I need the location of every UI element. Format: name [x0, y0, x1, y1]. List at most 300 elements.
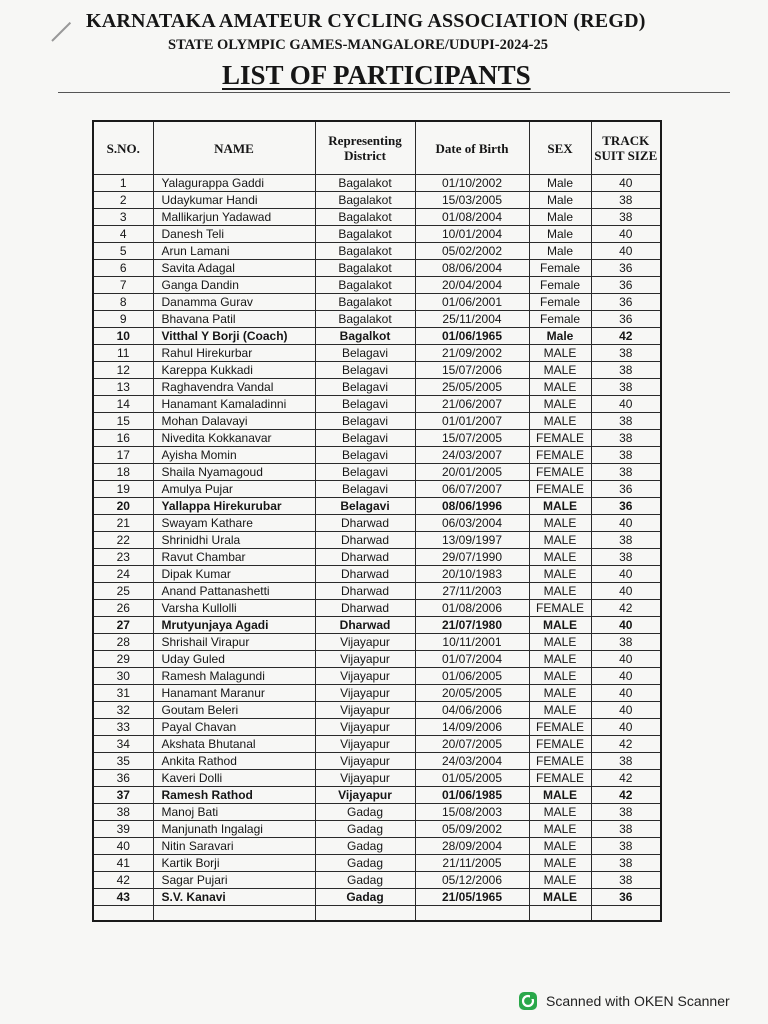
- table-row: [93, 209, 661, 226]
- cell-district: Belagavi: [315, 413, 415, 430]
- cell-sex: MALE: [529, 345, 591, 362]
- cell-district: Vijayapur: [315, 634, 415, 651]
- cell-name: Raghavendra Vandal: [153, 379, 315, 396]
- table-row: [93, 855, 661, 872]
- table-row: [93, 532, 661, 549]
- cell-sex: MALE: [529, 617, 591, 634]
- cell-district: Belagavi: [315, 379, 415, 396]
- scanner-text: Scanned with OKEN Scanner: [546, 993, 730, 1009]
- cell-district: Dharwad: [315, 583, 415, 600]
- cell-sex: MALE: [529, 515, 591, 532]
- cell-name: Bhavana Patil: [153, 311, 315, 328]
- cell-sno: 12: [93, 362, 153, 379]
- cell-name: Goutam Beleri: [153, 702, 315, 719]
- table-row: [93, 702, 661, 719]
- table-row: [93, 192, 661, 209]
- cell-name: Kartik Borji: [153, 855, 315, 872]
- cell-district: Dharwad: [315, 566, 415, 583]
- cell-sex: Male: [529, 192, 591, 209]
- cell-district: Bagalakot: [315, 192, 415, 209]
- cell-sno: 17: [93, 447, 153, 464]
- cell-size: 38: [591, 872, 661, 889]
- cell-size: 40: [591, 719, 661, 736]
- cell-district: Vijayapur: [315, 753, 415, 770]
- organization-name: KARNATAKA AMATEUR CYCLING ASSOCIATION (REGD): [86, 10, 646, 32]
- cell-size: 36: [591, 294, 661, 311]
- cell-dob: 25/05/2005: [415, 379, 529, 396]
- cell-size: 40: [591, 583, 661, 600]
- cell-sex: Male: [529, 328, 591, 345]
- cell-size: 38: [591, 855, 661, 872]
- table-row: [93, 617, 661, 634]
- cell-district: Vijayapur: [315, 787, 415, 804]
- cell-sex: MALE: [529, 498, 591, 515]
- cell-dob: 21/06/2007: [415, 396, 529, 413]
- cell-district: Gadag: [315, 855, 415, 872]
- cell-name: Yalagurappa Gaddi: [153, 175, 315, 192]
- table-row: [93, 175, 661, 192]
- cell-dob: 08/06/2004: [415, 260, 529, 277]
- cell-size: 38: [591, 192, 661, 209]
- cell-sex: Male: [529, 226, 591, 243]
- cell-size: 42: [591, 736, 661, 753]
- cell-sno: 37: [93, 787, 153, 804]
- empty-cell: [93, 906, 153, 922]
- empty-cell: [415, 906, 529, 922]
- cell-sex: MALE: [529, 396, 591, 413]
- table-row: [93, 651, 661, 668]
- cell-sno: 28: [93, 634, 153, 651]
- cell-dob: 01/06/1965: [415, 328, 529, 345]
- cell-name: Mohan Dalavayi: [153, 413, 315, 430]
- cell-sno: 33: [93, 719, 153, 736]
- cell-dob: 01/05/2005: [415, 770, 529, 787]
- table-row: [93, 634, 661, 651]
- cell-district: Vijayapur: [315, 651, 415, 668]
- cell-name: Ravut Chambar: [153, 549, 315, 566]
- cell-dob: 10/01/2004: [415, 226, 529, 243]
- cell-sno: 6: [93, 260, 153, 277]
- cell-sno: 43: [93, 889, 153, 906]
- cell-district: Belagavi: [315, 345, 415, 362]
- cell-size: 38: [591, 447, 661, 464]
- cell-district: Vijayapur: [315, 719, 415, 736]
- cell-size: 38: [591, 532, 661, 549]
- cell-size: 38: [591, 549, 661, 566]
- cell-dob: 25/11/2004: [415, 311, 529, 328]
- cell-size: 40: [591, 617, 661, 634]
- cell-size: 40: [591, 668, 661, 685]
- cell-name: Payal Chavan: [153, 719, 315, 736]
- cell-size: 40: [591, 226, 661, 243]
- cell-sex: FEMALE: [529, 719, 591, 736]
- table-row: [93, 753, 661, 770]
- cell-sno: 24: [93, 566, 153, 583]
- cell-size: 38: [591, 209, 661, 226]
- cell-district: Belagavi: [315, 464, 415, 481]
- cell-sno: 3: [93, 209, 153, 226]
- cell-district: Belagavi: [315, 498, 415, 515]
- cell-sex: MALE: [529, 549, 591, 566]
- cell-sno: 18: [93, 464, 153, 481]
- cell-district: Bagalakot: [315, 260, 415, 277]
- cell-name: Hanamant Maranur: [153, 685, 315, 702]
- cell-dob: 15/07/2005: [415, 430, 529, 447]
- cell-sno: 10: [93, 328, 153, 345]
- cell-sno: 21: [93, 515, 153, 532]
- table-row: [93, 430, 661, 447]
- cell-size: 38: [591, 413, 661, 430]
- cell-dob: 20/05/2005: [415, 685, 529, 702]
- cell-size: 38: [591, 345, 661, 362]
- table-row: [93, 566, 661, 583]
- column-header-sno: S.NO.: [93, 121, 153, 175]
- table-header-row: [93, 121, 661, 175]
- table-row: [93, 243, 661, 260]
- cell-district: Belagavi: [315, 430, 415, 447]
- cell-name: Varsha Kullolli: [153, 600, 315, 617]
- cell-name: Akshata Bhutanal: [153, 736, 315, 753]
- cell-sno: 42: [93, 872, 153, 889]
- cell-district: Gadag: [315, 872, 415, 889]
- cell-sex: FEMALE: [529, 430, 591, 447]
- table-row: [93, 328, 661, 345]
- cell-name: Savita Adagal: [153, 260, 315, 277]
- cell-size: 40: [591, 685, 661, 702]
- cell-sex: Male: [529, 175, 591, 192]
- cell-sno: 7: [93, 277, 153, 294]
- cell-name: Shrishail Virapur: [153, 634, 315, 651]
- table-row: [93, 889, 661, 906]
- cell-dob: 04/06/2006: [415, 702, 529, 719]
- cell-name: Udaykumar Handi: [153, 192, 315, 209]
- cell-dob: 10/11/2001: [415, 634, 529, 651]
- cell-sno: 22: [93, 532, 153, 549]
- cell-district: Gadag: [315, 821, 415, 838]
- table-row: [93, 668, 661, 685]
- page-title: LIST OF PARTICIPANTS: [222, 60, 531, 90]
- cell-district: Belagavi: [315, 362, 415, 379]
- cell-sno: 40: [93, 838, 153, 855]
- cell-sex: FEMALE: [529, 770, 591, 787]
- cell-dob: 20/10/1983: [415, 566, 529, 583]
- cell-district: Bagalakot: [315, 294, 415, 311]
- cell-name: Ganga Dandin: [153, 277, 315, 294]
- cell-size: 38: [591, 430, 661, 447]
- cell-sex: Female: [529, 277, 591, 294]
- cell-sex: FEMALE: [529, 600, 591, 617]
- cell-sex: MALE: [529, 685, 591, 702]
- cell-dob: 01/08/2006: [415, 600, 529, 617]
- cell-dob: 28/09/2004: [415, 838, 529, 855]
- pen-mark: [51, 22, 71, 42]
- table-row: [93, 294, 661, 311]
- cell-sex: MALE: [529, 566, 591, 583]
- cell-sno: 41: [93, 855, 153, 872]
- scanner-watermark: [518, 990, 730, 1012]
- cell-name: Nitin Saravari: [153, 838, 315, 855]
- cell-sno: 8: [93, 294, 153, 311]
- cell-sno: 4: [93, 226, 153, 243]
- table-row: [93, 787, 661, 804]
- table-row: [93, 311, 661, 328]
- cell-name: Nivedita Kokkanavar: [153, 430, 315, 447]
- cell-district: Bagalkot: [315, 328, 415, 345]
- cell-sex: MALE: [529, 702, 591, 719]
- cell-district: Vijayapur: [315, 668, 415, 685]
- table-row: [93, 362, 661, 379]
- cell-district: Gadag: [315, 804, 415, 821]
- cell-size: 40: [591, 175, 661, 192]
- cell-sno: 27: [93, 617, 153, 634]
- cell-name: Shaila Nyamagoud: [153, 464, 315, 481]
- column-header-name: NAME: [153, 121, 315, 175]
- table-row: [93, 498, 661, 515]
- cell-sex: MALE: [529, 872, 591, 889]
- cell-name: Mallikarjun Yadawad: [153, 209, 315, 226]
- cell-district: Belagavi: [315, 481, 415, 498]
- cell-district: Belagavi: [315, 447, 415, 464]
- cell-dob: 27/11/2003: [415, 583, 529, 600]
- cell-dob: 15/07/2006: [415, 362, 529, 379]
- cell-size: 38: [591, 804, 661, 821]
- cell-district: Bagalakot: [315, 226, 415, 243]
- event-name: STATE OLYMPIC GAMES-MANGALORE/UDUPI-2024-25: [168, 37, 548, 53]
- cell-district: Dharwad: [315, 515, 415, 532]
- cell-sex: MALE: [529, 651, 591, 668]
- cell-sno: 16: [93, 430, 153, 447]
- column-header-size: TRACK SUIT SIZE: [591, 121, 661, 175]
- cell-sno: 11: [93, 345, 153, 362]
- cell-dob: 06/03/2004: [415, 515, 529, 532]
- cell-name: Swayam Kathare: [153, 515, 315, 532]
- cell-sno: 19: [93, 481, 153, 498]
- cell-dob: 21/11/2005: [415, 855, 529, 872]
- cell-dob: 14/09/2006: [415, 719, 529, 736]
- cell-dob: 24/03/2004: [415, 753, 529, 770]
- cell-dob: 20/01/2005: [415, 464, 529, 481]
- cell-size: 36: [591, 889, 661, 906]
- cell-sno: 31: [93, 685, 153, 702]
- cell-sex: MALE: [529, 804, 591, 821]
- cell-district: Belagavi: [315, 396, 415, 413]
- cell-sex: MALE: [529, 379, 591, 396]
- cell-sex: FEMALE: [529, 481, 591, 498]
- cell-size: 40: [591, 243, 661, 260]
- cell-size: 38: [591, 464, 661, 481]
- cell-size: 40: [591, 396, 661, 413]
- cell-sex: MALE: [529, 583, 591, 600]
- table-row: [93, 277, 661, 294]
- cell-sno: 23: [93, 549, 153, 566]
- table-row: [93, 515, 661, 532]
- cell-size: 40: [591, 566, 661, 583]
- table-row: [93, 821, 661, 838]
- cell-name: Ayisha Momin: [153, 447, 315, 464]
- cell-size: 36: [591, 481, 661, 498]
- cell-name: Kareppa Kukkadi: [153, 362, 315, 379]
- cell-sex: FEMALE: [529, 736, 591, 753]
- cell-sno: 13: [93, 379, 153, 396]
- cell-sno: 5: [93, 243, 153, 260]
- cell-dob: 06/07/2007: [415, 481, 529, 498]
- cell-sno: 15: [93, 413, 153, 430]
- cell-district: Gadag: [315, 838, 415, 855]
- cell-size: 36: [591, 311, 661, 328]
- cell-name: Vitthal Y Borji (Coach): [153, 328, 315, 345]
- cell-district: Dharwad: [315, 549, 415, 566]
- cell-dob: 01/07/2004: [415, 651, 529, 668]
- cell-name: Danesh Teli: [153, 226, 315, 243]
- cell-sex: MALE: [529, 362, 591, 379]
- cell-sex: Female: [529, 311, 591, 328]
- cell-sex: FEMALE: [529, 464, 591, 481]
- column-header-dob: Date of Birth: [415, 121, 529, 175]
- cell-sno: 9: [93, 311, 153, 328]
- table-row: [93, 464, 661, 481]
- cell-district: Vijayapur: [315, 685, 415, 702]
- cell-sno: 30: [93, 668, 153, 685]
- cell-dob: 13/09/1997: [415, 532, 529, 549]
- cell-sex: Female: [529, 294, 591, 311]
- cell-dob: 20/07/2005: [415, 736, 529, 753]
- cell-name: Shrinidhi Urala: [153, 532, 315, 549]
- table-row: [93, 549, 661, 566]
- cell-sex: FEMALE: [529, 447, 591, 464]
- cell-district: Bagalakot: [315, 311, 415, 328]
- cell-sno: 20: [93, 498, 153, 515]
- cell-sno: 2: [93, 192, 153, 209]
- cell-name: Rahul Hirekurbar: [153, 345, 315, 362]
- table-row: [93, 260, 661, 277]
- cell-size: 42: [591, 770, 661, 787]
- cell-sno: 29: [93, 651, 153, 668]
- cell-dob: 24/03/2007: [415, 447, 529, 464]
- cell-name: Danamma Gurav: [153, 294, 315, 311]
- cell-size: 36: [591, 277, 661, 294]
- table-row: [93, 838, 661, 855]
- table-row: [93, 226, 661, 243]
- cell-dob: 01/01/2007: [415, 413, 529, 430]
- cell-district: Gadag: [315, 889, 415, 906]
- table-row: [93, 736, 661, 753]
- cell-district: Bagalakot: [315, 175, 415, 192]
- cell-dob: 21/07/1980: [415, 617, 529, 634]
- cell-size: 38: [591, 753, 661, 770]
- cell-sex: MALE: [529, 838, 591, 855]
- table-row: [93, 396, 661, 413]
- cell-dob: 01/06/2001: [415, 294, 529, 311]
- cell-size: 38: [591, 821, 661, 838]
- header-divider: [58, 92, 730, 93]
- cell-sno: 34: [93, 736, 153, 753]
- table-row: [93, 447, 661, 464]
- cell-district: Bagalakot: [315, 243, 415, 260]
- cell-name: Uday Guled: [153, 651, 315, 668]
- cell-district: Dharwad: [315, 617, 415, 634]
- cell-sno: 14: [93, 396, 153, 413]
- cell-name: Yallappa Hirekurubar: [153, 498, 315, 515]
- empty-cell: [315, 906, 415, 922]
- empty-cell: [153, 906, 315, 922]
- empty-cell: [591, 906, 661, 922]
- cell-name: Hanamant Kamaladinni: [153, 396, 315, 413]
- participants-table: [92, 120, 662, 922]
- cell-dob: 01/10/2002: [415, 175, 529, 192]
- cell-dob: 05/12/2006: [415, 872, 529, 889]
- cell-size: 42: [591, 600, 661, 617]
- cell-district: Dharwad: [315, 600, 415, 617]
- cell-sno: 25: [93, 583, 153, 600]
- table-row: [93, 719, 661, 736]
- table-row: [93, 481, 661, 498]
- cell-size: 38: [591, 634, 661, 651]
- cell-dob: 21/09/2002: [415, 345, 529, 362]
- cell-sno: 26: [93, 600, 153, 617]
- cell-size: 42: [591, 328, 661, 345]
- cell-sex: MALE: [529, 634, 591, 651]
- table-row: [93, 872, 661, 889]
- cell-size: 36: [591, 498, 661, 515]
- cell-district: Dharwad: [315, 532, 415, 549]
- cell-dob: 01/06/1985: [415, 787, 529, 804]
- cell-sex: MALE: [529, 413, 591, 430]
- cell-district: Vijayapur: [315, 702, 415, 719]
- cell-name: Amulya Pujar: [153, 481, 315, 498]
- cell-name: Manoj Bati: [153, 804, 315, 821]
- table-row: [93, 413, 661, 430]
- cell-name: Ramesh Rathod: [153, 787, 315, 804]
- cell-dob: 08/06/1996: [415, 498, 529, 515]
- cell-name: Arun Lamani: [153, 243, 315, 260]
- cell-dob: 01/06/2005: [415, 668, 529, 685]
- cell-name: Ankita Rathod: [153, 753, 315, 770]
- cell-name: Manjunath Ingalagi: [153, 821, 315, 838]
- table-row: [93, 770, 661, 787]
- cell-sex: Male: [529, 243, 591, 260]
- cell-sno: 39: [93, 821, 153, 838]
- cell-sex: Female: [529, 260, 591, 277]
- cell-size: 40: [591, 651, 661, 668]
- cell-sno: 32: [93, 702, 153, 719]
- cell-size: 38: [591, 838, 661, 855]
- cell-sno: 36: [93, 770, 153, 787]
- cell-size: 40: [591, 515, 661, 532]
- cell-sex: MALE: [529, 532, 591, 549]
- cell-size: 40: [591, 702, 661, 719]
- cell-name: Dipak Kumar: [153, 566, 315, 583]
- cell-dob: 05/02/2002: [415, 243, 529, 260]
- cell-name: Anand Pattanashetti: [153, 583, 315, 600]
- cell-sex: MALE: [529, 821, 591, 838]
- table-row: [93, 685, 661, 702]
- cell-district: Bagalakot: [315, 277, 415, 294]
- table-row: [93, 345, 661, 362]
- cell-dob: 15/08/2003: [415, 804, 529, 821]
- cell-size: 42: [591, 787, 661, 804]
- cell-sex: MALE: [529, 889, 591, 906]
- cell-district: Vijayapur: [315, 736, 415, 753]
- cell-name: Ramesh Malagundi: [153, 668, 315, 685]
- cell-dob: 05/09/2002: [415, 821, 529, 838]
- cell-name: Sagar Pujari: [153, 872, 315, 889]
- cell-dob: 15/03/2005: [415, 192, 529, 209]
- cell-dob: 20/04/2004: [415, 277, 529, 294]
- table-row: [93, 804, 661, 821]
- cell-district: Bagalakot: [315, 209, 415, 226]
- empty-row: [93, 906, 661, 922]
- cell-name: Kaveri Dolli: [153, 770, 315, 787]
